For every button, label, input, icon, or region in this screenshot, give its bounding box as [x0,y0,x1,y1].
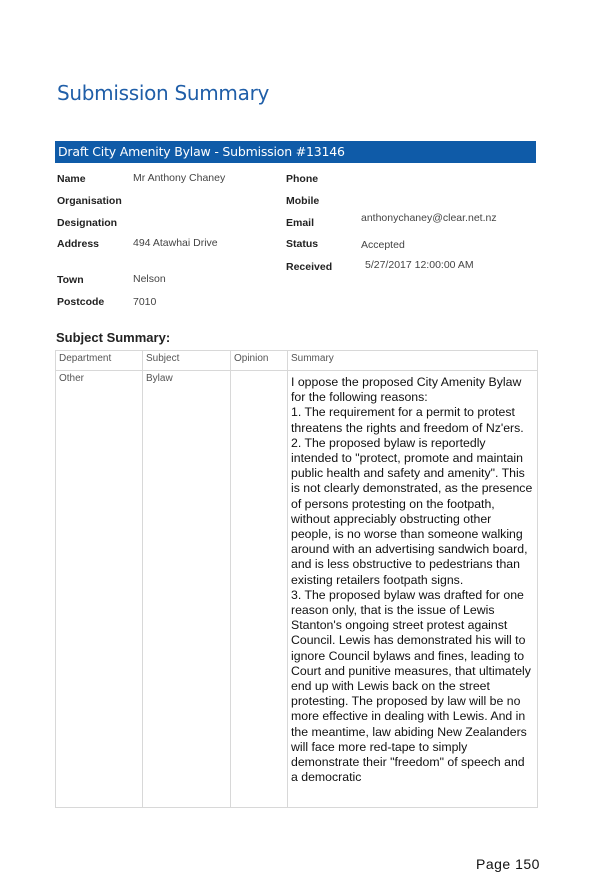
summary-cell: I oppose the proposed City Amenity Bylaw for the following reasons: 1. The requirement for a permit to protest threatens the rights and freedom of Nz'ers. 2. The proposed bylaw is reportedly intended to "protect, promote and maintain public health and safety and amenity". This is not clearly demonstrated, as the presence of persons protesting on the footpath, without appreciably obstructing other people, is no worse than someone walking around with an advertising sandwich board, and is less obstructive to pedestrians than existing retailers footpath signs. 3. The proposed bylaw was drafted for one reason only, that is the issue of Lewis Stanton's ongoing street protest against Council. Lewis has demonstrated his will to ignore Council bylaws and fines, leading to Court and punitive measures, that ultimately end up with Lewis back on the street protesting. The proposed by law will be no more effective in dealing with Lewis. And in the meantime, law abiding New Zealanders will face more red-tape to simply demonstrate their "freedom" of speech and a democratic [288,371,538,808]
postcode-value: 7010 [133,296,157,308]
email-label: Email [286,217,315,229]
column-header-opinion: Opinion [231,351,288,371]
page-number: Page 150 [476,856,540,872]
column-header-department: Department [56,351,143,371]
town-label: Town [57,274,84,286]
name-value: Mr Anthony Chaney [133,172,226,184]
mobile-label: Mobile [286,195,320,207]
organisation-label: Organisation [57,195,122,207]
name-label: Name [57,173,86,185]
page-title: Submission Summary [57,81,270,105]
address-label: Address [57,238,100,250]
status-label: Status [286,238,319,250]
received-label: Received [286,261,333,273]
status-value: Accepted [361,239,405,251]
subject-cell: Bylaw [143,371,231,808]
town-value: Nelson [133,273,166,285]
opinion-cell [231,371,288,808]
subject-summary-table [55,350,538,808]
subject-summary-heading: Subject Summary: [56,330,171,345]
column-header-subject: Subject [143,351,231,371]
received-value: 5/27/2017 12:00:00 AM [365,259,474,271]
department-cell: Other [56,371,143,808]
designation-label: Designation [57,217,118,229]
postcode-label: Postcode [57,296,105,308]
address-value: 494 Atawhai Drive [133,237,218,249]
email-value: anthonychaney@clear.net.nz [361,212,497,224]
table-header-row [56,351,538,371]
phone-label: Phone [286,173,319,185]
submission-banner: Draft City Amenity Bylaw - Submission #13146 [55,141,536,163]
column-header-summary: Summary [288,351,538,371]
table-row [56,371,538,808]
